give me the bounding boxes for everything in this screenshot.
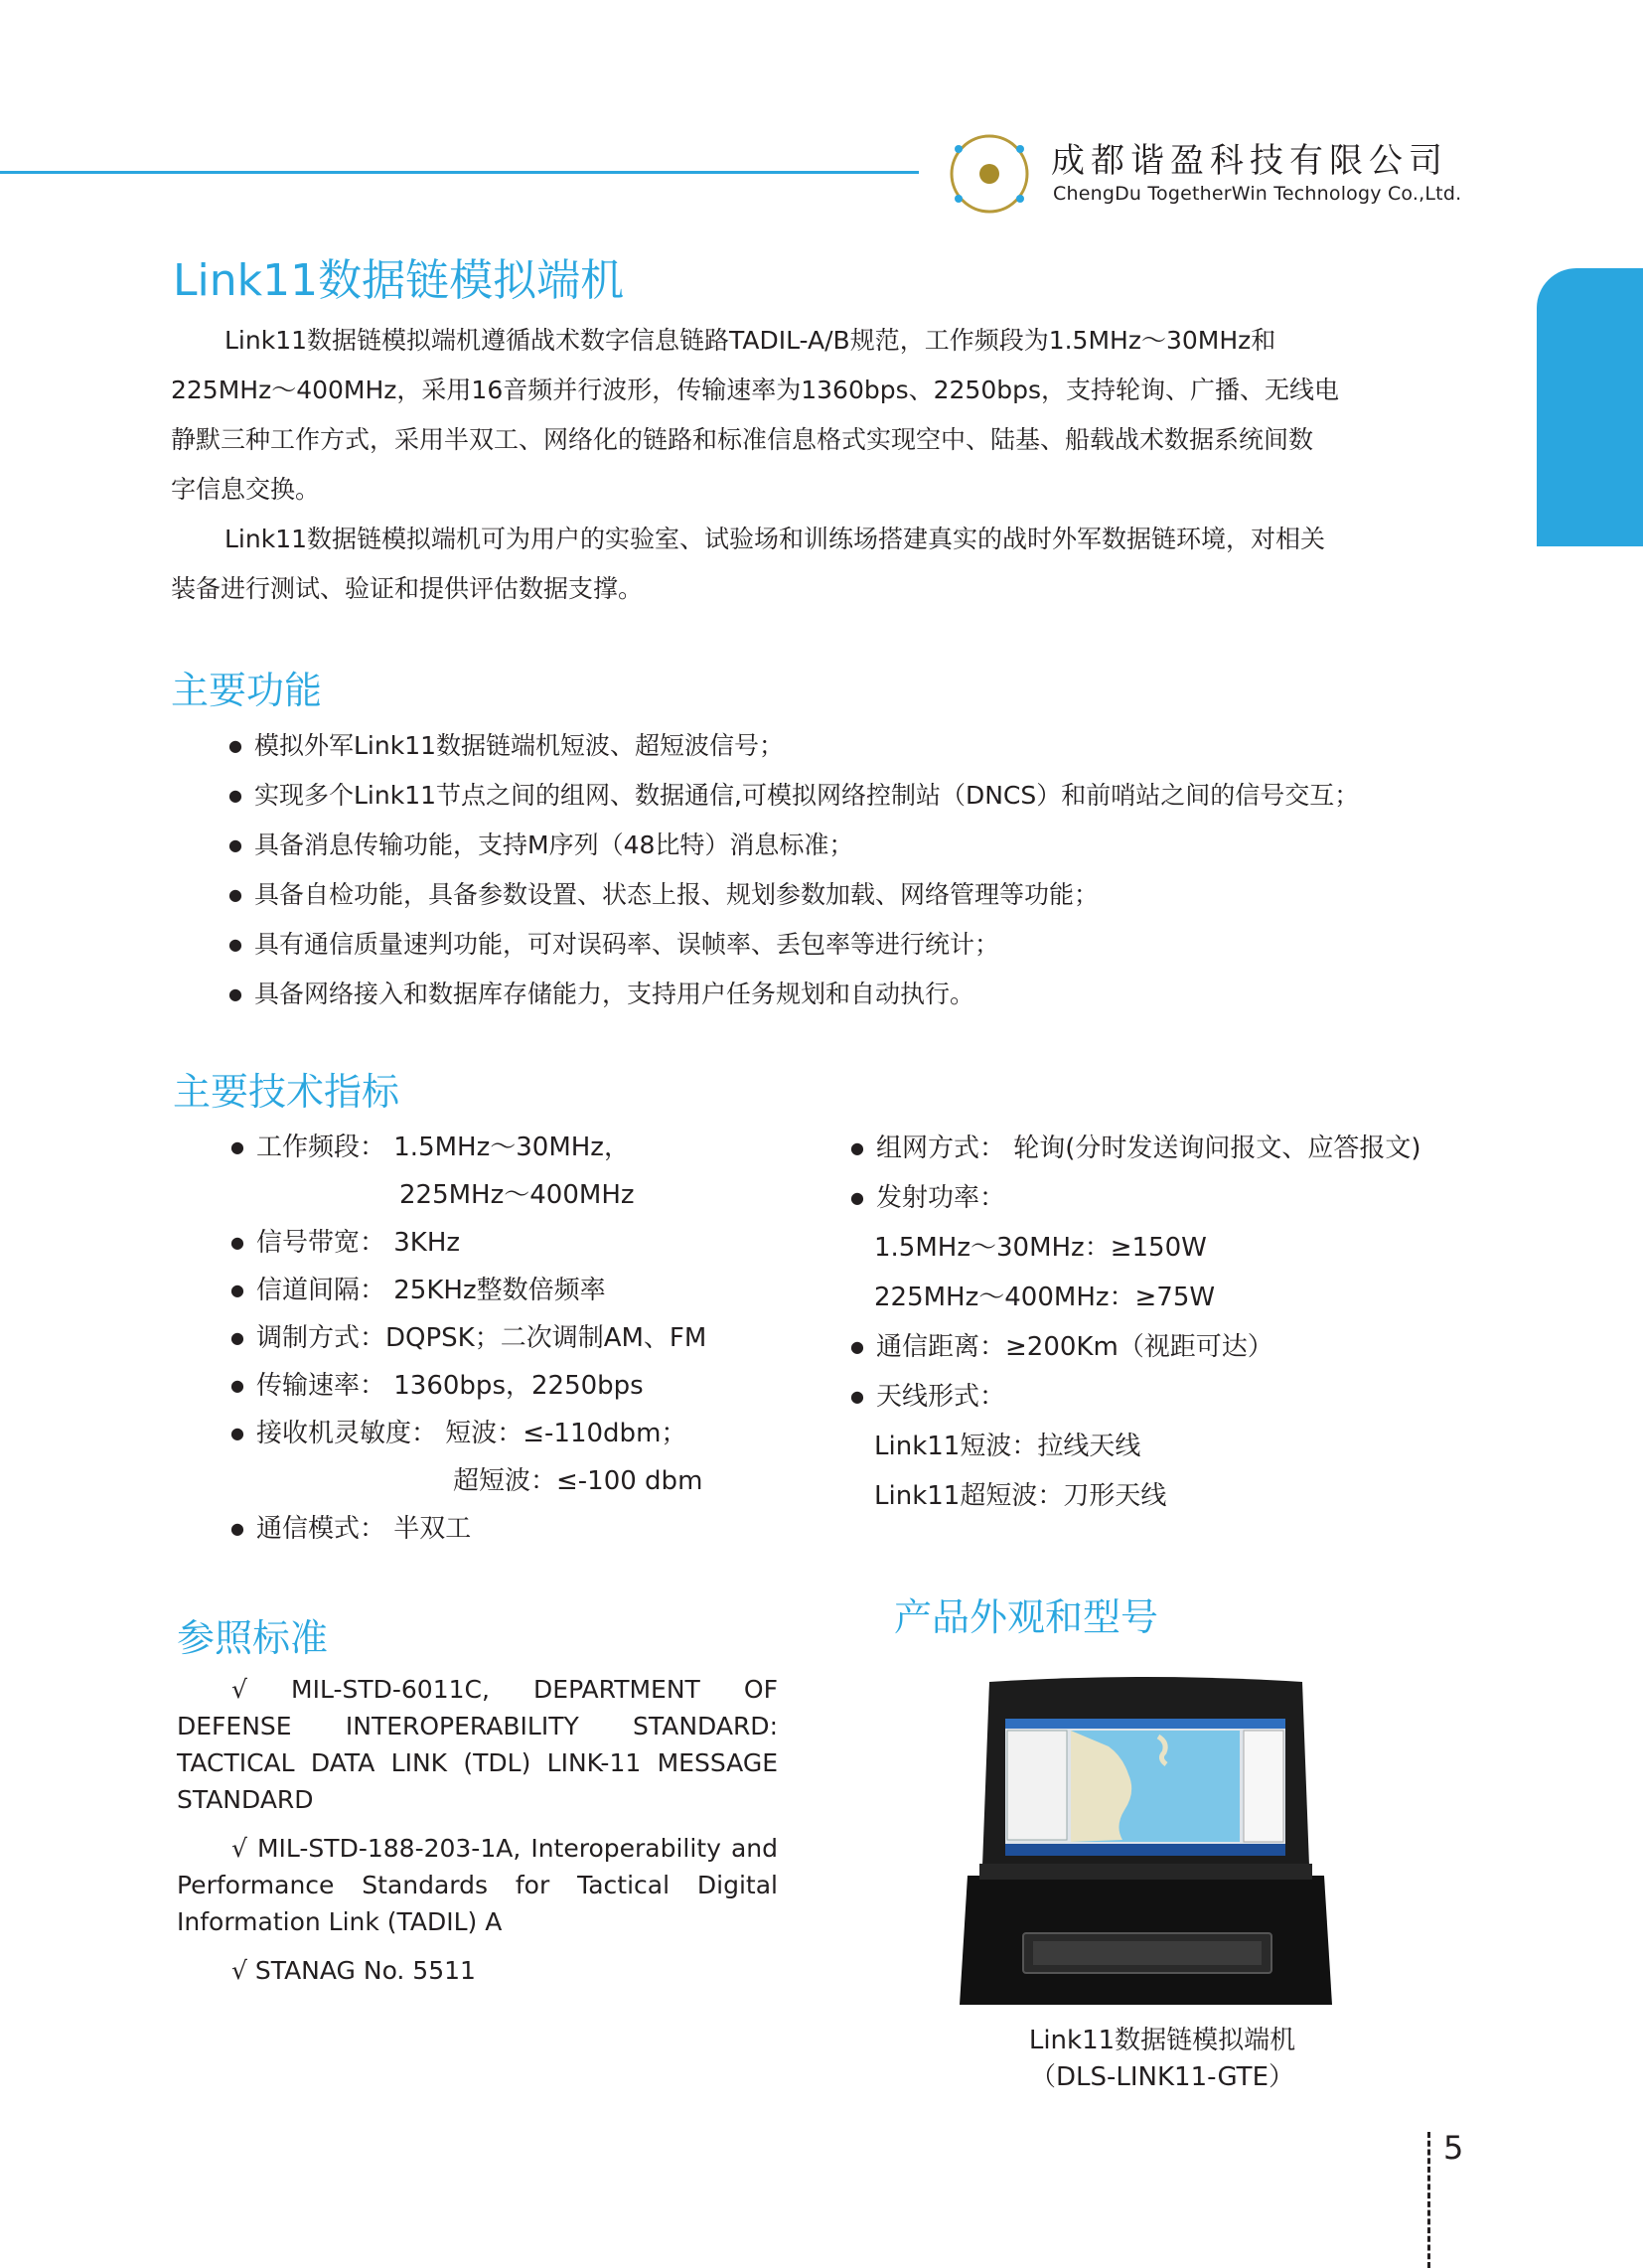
spec-row: 225MHz～400MHz：≥75W	[874, 1283, 1216, 1312]
header-divider-line	[0, 171, 919, 174]
page-number: 5	[1443, 2129, 1464, 2167]
intro-line: 字信息交换。	[171, 475, 321, 504]
intro-line: 225MHz～400MHz，采用16音频并行波形，传输速率为1360bps、2250bps，支持轮询、广播、无线电	[171, 376, 1340, 404]
reference-item: √ MIL-STD-188-203-1A, Interoperability and Performance Standards for Tactical Digital Information Link (TADIL) A	[177, 1834, 778, 1936]
specs-left-column	[230, 1124, 706, 1553]
side-tab-marker	[1537, 268, 1643, 546]
spec-row: Link11超短波：刀形天线	[874, 1481, 1167, 1511]
specs-right-column	[850, 1124, 1421, 1521]
spec-row: ● 信号带宽： 3KHz	[230, 1219, 706, 1267]
references-list	[177, 1671, 778, 2001]
product-caption-model: （DLS-LINK11-GTE）	[1030, 2062, 1294, 2092]
spec-row: 1.5MHz～30MHz：≥150W	[874, 1233, 1207, 1263]
list-item: ● 具备网络接入和数据库存储能力，支持用户任务规划和自动执行。	[228, 970, 1359, 1019]
company-logo-icon	[947, 131, 1032, 217]
rugged-laptop-terminal-image	[960, 1677, 1332, 2005]
spec-row: ● 调制方式：DQPSK；二次调制AM、FM	[230, 1314, 706, 1362]
intro-line: Link11数据链模拟端机可为用户的实验室、试验场和训练场搭建真实的战时外军数据链环境，对相关	[224, 525, 1326, 553]
reference-item: √ STANAG No. 5511	[231, 1956, 476, 1985]
intro-line: 静默三种工作方式，采用半双工、网络化的链路和标准信息格式实现空中、陆基、船载战术数据系统间数	[171, 425, 1314, 454]
section-title-product: 产品外观和型号	[894, 1595, 1159, 1639]
company-name-en: ChengDu TogetherWin Technology Co.,Ltd.	[1053, 183, 1462, 205]
list-item: ● 具备消息传输功能，支持M序列（48比特）消息标准；	[228, 821, 1359, 870]
spec-row: ● 通信模式： 半双工	[230, 1505, 706, 1553]
spec-row: ● 天线形式：	[850, 1372, 1421, 1422]
company-name-cn: 成都谐盈科技有限公司	[1051, 141, 1448, 181]
list-item: ● 实现多个Link11节点之间的组网、数据通信,可模拟网络控制站（DNCS）和前哨站之间的信号交互；	[228, 771, 1359, 821]
list-item: ● 具备自检功能，具备参数设置、状态上报、规划参数加载、网络管理等功能；	[228, 870, 1359, 920]
section-title-references: 参照标准	[177, 1616, 329, 1660]
spec-row: ● 通信距离：≥200Km（视距可达）	[850, 1322, 1421, 1372]
spec-row: 225MHz～400MHz	[399, 1180, 635, 1210]
page-number-divider	[1427, 2132, 1430, 2268]
section-title-specs: 主要技术指标	[173, 1070, 400, 1114]
product-caption-name: Link11数据链模拟端机	[1028, 2026, 1296, 2055]
spec-row: ● 信道间隔： 25KHz整数倍频率	[230, 1267, 706, 1314]
spec-row: ● 发射功率：	[850, 1173, 1421, 1223]
spec-row: ● 组网方式： 轮询(分时发送询问报文、应答报文)	[850, 1124, 1421, 1173]
spec-row: ● 传输速率： 1360bps，2250bps	[230, 1362, 706, 1410]
intro-paragraph-1	[171, 316, 1472, 515]
section-title-functions: 主要功能	[171, 669, 323, 712]
intro-paragraph-2	[171, 515, 1472, 614]
spec-row: Link11短波：拉线天线	[874, 1432, 1141, 1461]
spec-row: 超短波：≤-100 dbm	[453, 1466, 703, 1496]
reference-item: √ MIL-STD-6011C, DEPARTMENT OF DEFENSE INTEROPERABILITY STANDARD: TACTICAL DATA LINK (TDL) LINK-11 MESSAGE STANDARD	[177, 1675, 778, 1814]
functions-list	[228, 721, 1359, 1019]
spec-row: ● 工作频段： 1.5MHz～30MHz，	[230, 1124, 706, 1171]
product-caption	[944, 2023, 1381, 2096]
intro-line: Link11数据链模拟端机遵循战术数字信息链路TADIL-A/B规范，工作频段为1.5MHz～30MHz和	[224, 326, 1276, 355]
page-title: Link11数据链模拟端机	[173, 255, 625, 306]
list-item: ● 具有通信质量速判功能，可对误码率、误帧率、丢包率等进行统计；	[228, 920, 1359, 970]
list-item: ● 模拟外军Link11数据链端机短波、超短波信号；	[228, 721, 1359, 771]
intro-line: 装备进行测试、验证和提供评估数据支撑。	[171, 574, 644, 603]
spec-row: ● 接收机灵敏度： 短波：≤-110dbm；	[230, 1410, 706, 1457]
